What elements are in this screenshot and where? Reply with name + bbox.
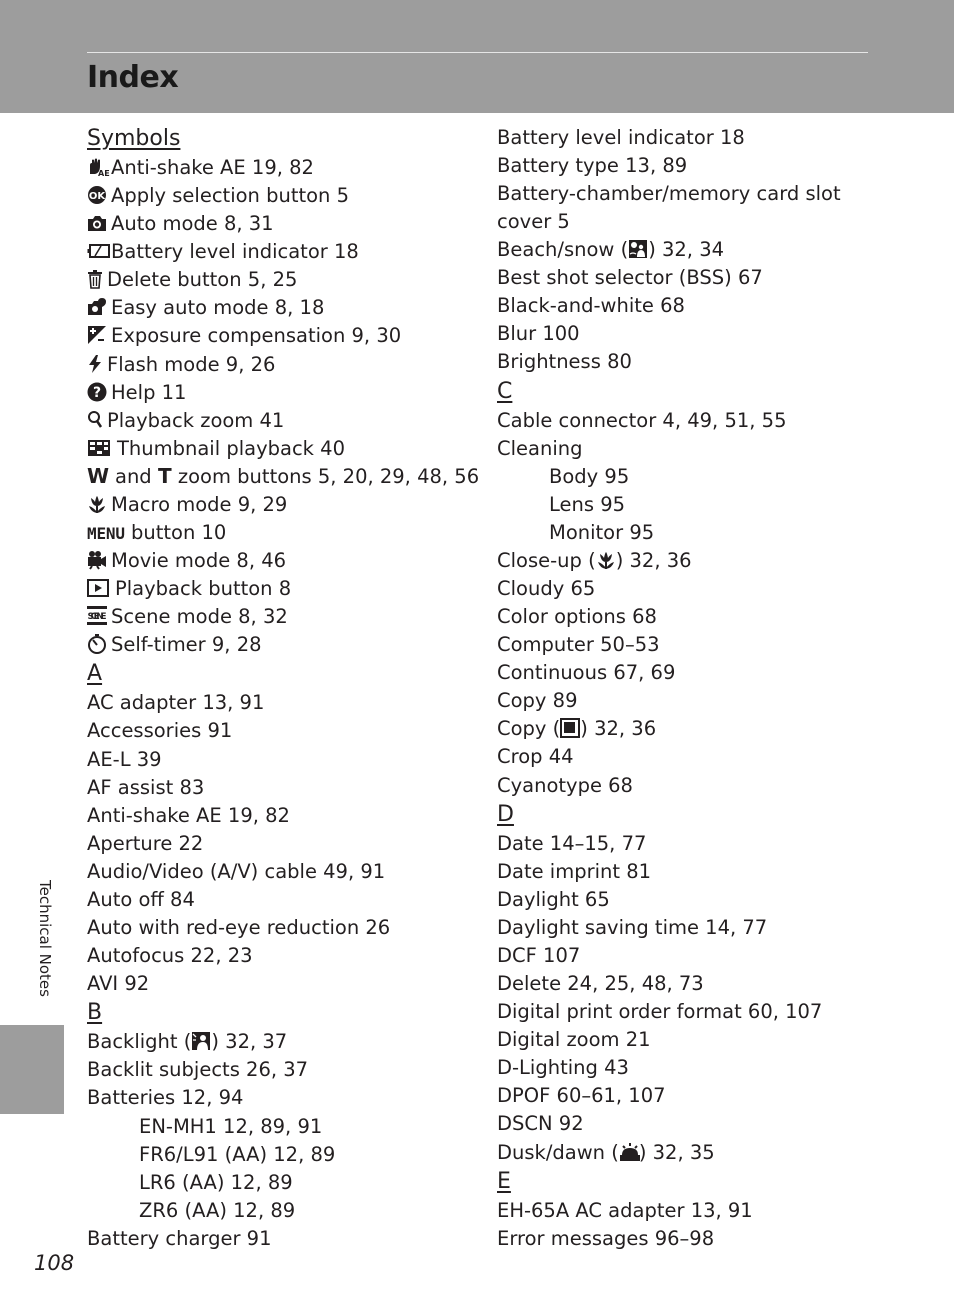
index-entry: Brightness 80 xyxy=(497,350,632,374)
index-entry: DCF 107 xyxy=(497,943,581,967)
index-entry: Computer 50–53 xyxy=(497,633,660,657)
index-subentry: FR6/L91 (AA) 12, 89 xyxy=(139,1142,336,1166)
index-entry: W and T zoom buttons 5, 20, 29, 48, 56 xyxy=(87,463,480,488)
index-entry: Cloudy 65 xyxy=(497,577,596,601)
index-entry: Battery level indicator 18 xyxy=(87,238,482,266)
index-subentry: Lens 95 xyxy=(549,492,626,516)
ok-icon xyxy=(87,185,107,205)
close-up-icon xyxy=(596,550,616,570)
self-timer-icon xyxy=(87,634,107,654)
index-entry: Playback button 8 xyxy=(87,575,482,603)
w-icon xyxy=(87,463,111,488)
index-entry: Backlight ( ) 32, 37 xyxy=(87,1030,288,1054)
index-entry: OK Apply selection button 5 xyxy=(88,184,350,208)
index-entry: AC adapter 13, 91 xyxy=(87,691,265,715)
index-subentry: Monitor 95 xyxy=(549,520,655,544)
index-entry: Easy auto mode 8, 18 xyxy=(87,294,482,322)
index-entry: Cleaning xyxy=(497,436,583,460)
section-heading-b: B xyxy=(87,1000,103,1026)
svg-text:MENU: MENU xyxy=(87,524,125,544)
svg-text:?: ? xyxy=(92,384,102,401)
index-entry: Copy ( ) 32, 36 xyxy=(497,717,657,741)
index-column-right xyxy=(497,124,882,1253)
index-entry: Battery type 13, 89 xyxy=(497,154,688,178)
index-entry: ? Help 11 xyxy=(87,379,482,407)
index-entry: Anti-shake AE 19, 82 xyxy=(87,803,290,827)
header-rule xyxy=(87,52,868,53)
index-entry: Batteries 12, 94 xyxy=(87,1086,244,1110)
index-entry: Cable connector 4, 49, 51, 55 xyxy=(497,408,787,432)
section-heading-a: A xyxy=(87,661,103,687)
index-entry: Date 14–15, 77 xyxy=(497,831,647,855)
index-entry: Battery charger 91 xyxy=(87,1226,272,1250)
index-entry: Blur 100 xyxy=(497,322,580,346)
index-entry: AF assist 83 xyxy=(87,775,205,799)
index-subentry: ZR6 (AA) 12, 89 xyxy=(139,1198,296,1222)
index-entry: Daylight 65 xyxy=(497,887,610,911)
anti-shake-icon xyxy=(87,157,110,178)
index-subentry: EN-MH1 12, 89, 91 xyxy=(139,1114,323,1138)
flash-icon xyxy=(87,354,103,374)
section-heading-d: D xyxy=(497,801,514,827)
index-entry: Digital print order format 60, 107 xyxy=(497,1000,823,1024)
index-entry: Copy 89 xyxy=(497,689,578,713)
index-entry: Movie mode 8, 46 xyxy=(87,547,482,575)
backlight-icon xyxy=(191,1031,211,1051)
index-entry: Self-timer 9, 28 xyxy=(87,631,482,659)
index-subentry: Body 95 xyxy=(549,464,630,488)
menu-icon xyxy=(87,522,127,542)
index-entry: Thumbnail playback 40 xyxy=(87,435,482,463)
page-number: 108 xyxy=(34,1251,75,1275)
trash-icon xyxy=(87,269,103,289)
index-entry: Date imprint 81 xyxy=(497,859,652,883)
index-entry: Auto mode 8, 31 xyxy=(87,210,482,238)
index-entry: Crop 44 xyxy=(497,745,574,769)
section-tab xyxy=(0,1025,64,1114)
dusk-dawn-icon xyxy=(619,1142,639,1162)
thumbnail-icon xyxy=(87,438,113,458)
scene-icon xyxy=(87,606,107,626)
svg-text:SCENE: SCENE xyxy=(87,612,107,623)
camera-icon xyxy=(87,213,107,233)
index-entry: AE Anti-shake AE 19, 82 xyxy=(87,154,482,182)
page-header xyxy=(0,0,954,113)
section-heading-e: E xyxy=(497,1168,511,1194)
section-heading-symbols: Symbols xyxy=(87,126,181,151)
index-entry: Continuous 67, 69 xyxy=(497,661,676,685)
index-entry: MENU button 10 xyxy=(87,521,227,545)
index-entry: Battery-chamber/memory card slot cover 5 xyxy=(497,182,841,234)
index-entry: AVI 92 xyxy=(87,972,150,996)
index-entry: Exposure compensation 9, 30 xyxy=(87,322,482,350)
index-entry: Delete 24, 25, 48, 73 xyxy=(497,972,704,996)
movie-icon xyxy=(87,550,107,570)
index-entry: Color options 68 xyxy=(497,605,657,629)
index-entry: Backlit subjects 26, 37 xyxy=(87,1058,309,1082)
index-entry: SCENE Scene mode 8, 32 xyxy=(87,605,288,629)
index-entry: Playback zoom 41 xyxy=(87,407,482,435)
index-entry: Auto off 84 xyxy=(87,887,195,911)
index-entry: Beach/snow ( ) 32, 34 xyxy=(497,238,725,262)
index-entry: Macro mode 9, 29 xyxy=(87,491,482,519)
exposure-icon xyxy=(87,325,107,345)
section-label: Technical Notes xyxy=(36,880,54,997)
index-entry: Digital zoom 21 xyxy=(497,1028,651,1052)
t-icon xyxy=(157,463,174,488)
page-title: Index xyxy=(87,60,179,95)
index-entry: Auto with red-eye reduction 26 xyxy=(87,916,391,940)
index-entry: DSCN 92 xyxy=(497,1112,584,1136)
svg-text:OK: OK xyxy=(88,191,106,203)
index-subentry: LR6 (AA) 12, 89 xyxy=(139,1170,293,1194)
copy-icon xyxy=(560,718,580,738)
index-entry: Audio/Video (A/V) cable 49, 91 xyxy=(87,859,386,883)
index-entry: Dusk/dawn ( ) 32, 35 xyxy=(497,1140,715,1164)
index-column-left xyxy=(87,124,482,1253)
index-entry: Cyanotype 68 xyxy=(497,773,633,797)
zoom-icon xyxy=(87,410,103,430)
index-entry: D-Lighting 43 xyxy=(497,1056,629,1080)
playback-icon xyxy=(87,578,111,598)
svg-text:W: W xyxy=(87,463,110,488)
index-entry: Error messages 96–98 xyxy=(497,1226,715,1250)
index-entry: Daylight saving time 14, 77 xyxy=(497,915,768,939)
index-entry: Accessories 91 xyxy=(87,719,233,743)
index-entry: DPOF 60–61, 107 xyxy=(497,1084,666,1108)
easy-auto-icon xyxy=(87,297,107,317)
index-entry: Close-up ( ) 32, 36 xyxy=(497,548,692,572)
index-entry: Battery level indicator 18 xyxy=(497,126,745,149)
battery-icon xyxy=(87,241,107,261)
help-icon xyxy=(87,382,107,402)
svg-text:T: T xyxy=(157,463,172,488)
index-entry: Autofocus 22, 23 xyxy=(87,944,253,968)
index-entry: Best shot selector (BSS) 67 xyxy=(497,266,763,290)
macro-icon xyxy=(87,494,107,514)
index-entry: Delete button 5, 25 xyxy=(87,266,482,294)
index-entry: AE-L 39 xyxy=(87,747,162,771)
beach-snow-icon xyxy=(628,239,648,259)
index-entry: Black-and-white 68 xyxy=(497,294,685,318)
index-entry: EH-65A AC adapter 13, 91 xyxy=(497,1198,753,1222)
svg-text:AE: AE xyxy=(98,169,110,178)
index-entry: Flash mode 9, 26 xyxy=(87,351,482,379)
section-heading-c: C xyxy=(497,378,513,404)
index-entry: Aperture 22 xyxy=(87,831,204,855)
